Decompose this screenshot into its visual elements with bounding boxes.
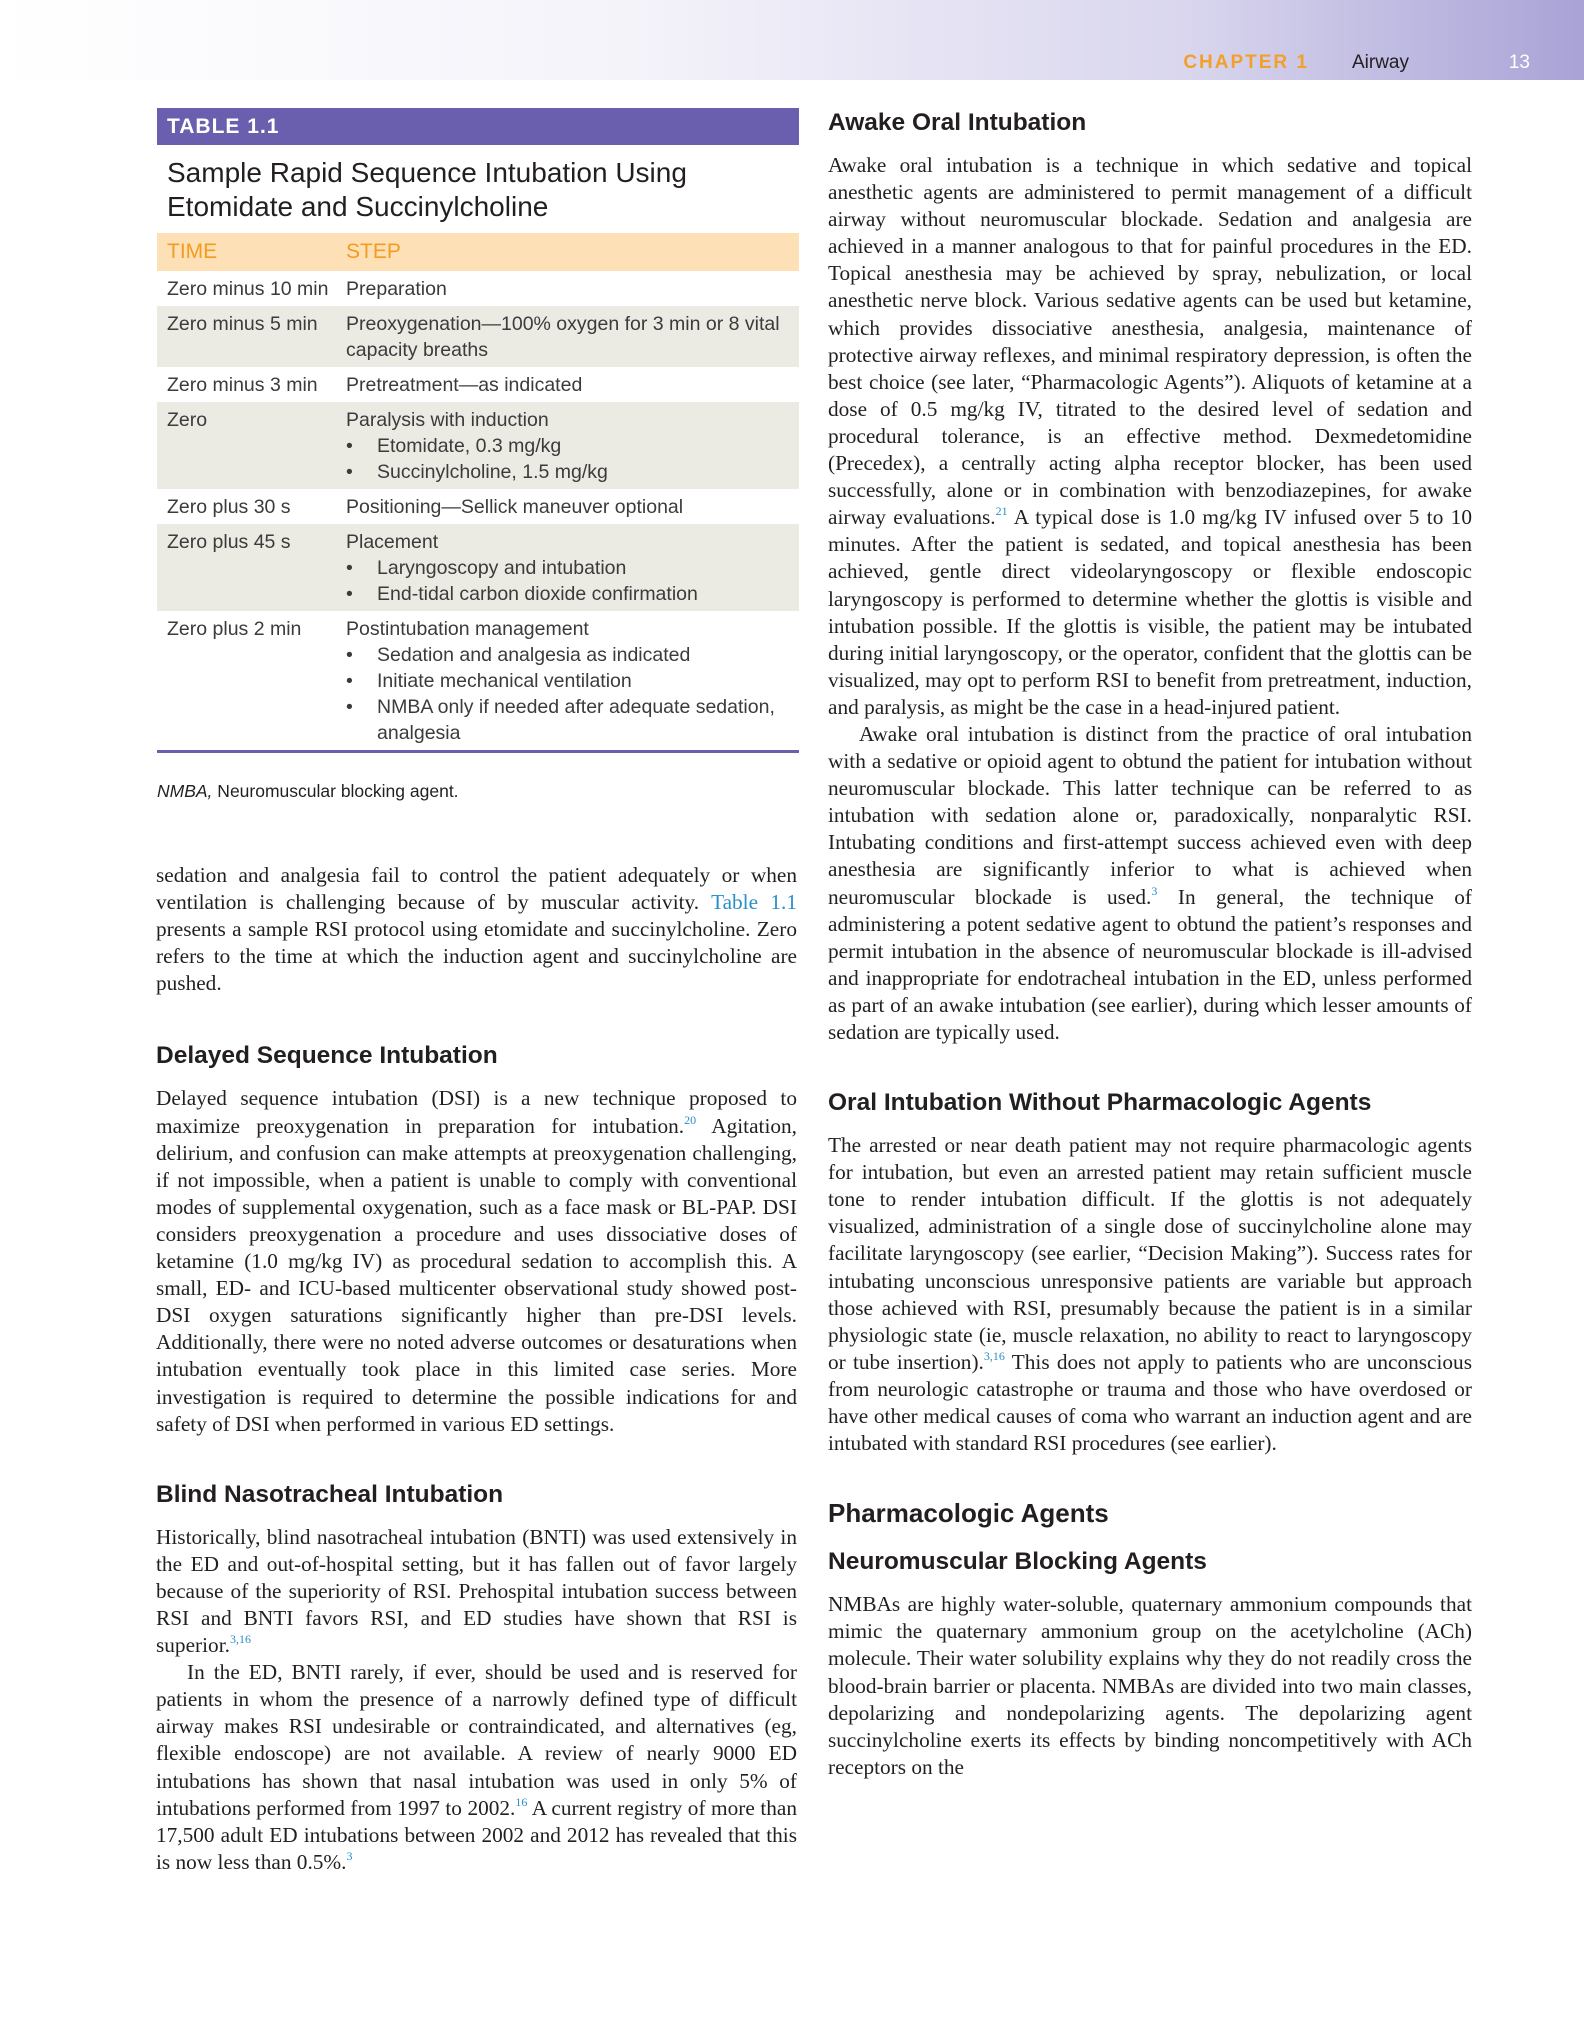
table-row <box>157 271 799 306</box>
step-bullet: • End-tidal carbon dioxide confirmation <box>346 581 799 607</box>
table-title: Sample Rapid Sequence Intubation Using Etomidate and Succinylcholine <box>167 157 687 222</box>
intro-text: sedation and analgesia fail to control the patient adequately or when ventilation is challenging because of by muscular activity. <box>156 863 797 915</box>
table-row <box>157 489 799 524</box>
paragraph-text: In general, the technique of administering a potent sedative agent to obtund the patient’s responses and permit intubation in the absence of neuromuscular blockade is ill-advised and inappropriate for endotracheal intubation in the ED, unless performed as part of an awake intubation (see earlier), during which lesser amounts of sedation are typically used. <box>828 884 1472 1044</box>
citation-ref[interactable]: 16 <box>515 1794 528 1809</box>
running-header <box>884 52 1584 78</box>
section-heading-awake: Awake Oral Intubation <box>828 109 1087 136</box>
section-heading-dsi: Delayed Sequence Intubation <box>156 1042 498 1070</box>
table-header-row <box>157 233 799 271</box>
step-bullet: • Initiate mechanical ventilation <box>346 668 799 694</box>
row-step: Placement <box>346 531 439 553</box>
subsection-heading-nmba: Neuromuscular Blocking Agents <box>828 1548 1207 1576</box>
step-bullet-list <box>346 433 799 485</box>
step-bullet: • Sedation and analgesia as indicated <box>346 642 799 668</box>
paragraph-text: Agitation, delirium, and confusion can make attempts at preoxygenation challenging, if not impossible, when a patient is unable to comply with conventional modes of supplemental oxygenation, such as a face mask or BL-PAP. DSI considers preoxygenation a procedure and uses dissociative doses of ketamine (1.0 mg/kg IV) as procedural sedation to accomplish this. A small, ED- and ICU-based multicenter observational study showed post-DSI oxygen saturations significantly higher than pre-DSI levels. Additionally, there were no noted adverse outcomes or desaturations when intubation eventually took place in this limited case series. More investigation is required to determine the possible indications for and safety of DSI when performed in various ED settings. <box>156 1113 798 1436</box>
citation-ref[interactable]: 20 <box>684 1112 697 1127</box>
footnote-abbreviation: NMBA, <box>157 781 213 801</box>
page-number: 13 <box>1508 52 1530 73</box>
step-bullet-list <box>346 555 799 607</box>
step-bullet: • Laryngoscopy and intubation <box>346 555 799 581</box>
section-heading-pharmacologic: Pharmacologic Agents <box>828 1498 1109 1529</box>
table-label: TABLE 1.1 <box>157 108 799 145</box>
citation-ref[interactable]: 21 <box>995 504 1008 519</box>
paragraph-text: Awake oral intubation is distinct from the practice of oral intubation with a sedative or opioid agent to obtund the patient for intubation without neuromuscular blockade. This latter technique can be referred to as intubation with sedation alone or, paradoxically, nonparalytic RSI. Intubating conditions and first-attempt success achieved even with deep anesthesia are significantly inferior to what is achieved when neuromuscular blockade is used. <box>828 721 1472 909</box>
row-step: Pretreatment—as indicated <box>346 374 583 396</box>
row-time: Zero <box>167 409 208 431</box>
table-cross-reference[interactable]: Table 1.1 <box>711 890 797 915</box>
column-header-step: STEP <box>346 240 401 263</box>
row-time: Zero minus 5 min <box>167 313 318 335</box>
row-time: Zero plus 45 s <box>167 531 291 553</box>
paragraph-text: The arrested or near death patient may not require pharmacologic agents for intubation, but even an arrested patient may retain sufficient muscle tone to render intubation difficult. If the glottis is not adequately visualized, administration of a single dose of succinylcholine alone may facilitate laryngoscopy (see earlier, “Decision Making”). Success rates for intubating unconscious unresponsive patients are variable but approach those achieved with RSI, presumably because the patient is in a similar physiologic state (ie, muscle relaxation, no ability to react to laryngoscopy or tube insertion). <box>828 1133 1472 1374</box>
bnti-paragraph-2 <box>156 1659 797 1876</box>
row-step: Positioning—Sellick maneuver optional <box>346 496 684 518</box>
footnote-text: Neuromuscular blocking agent. <box>212 781 459 801</box>
row-time: Zero plus 2 min <box>167 618 302 640</box>
table-row <box>157 524 799 611</box>
chapter-title: Airway <box>1351 52 1409 73</box>
step-bullet: • Succinylcholine, 1.5 mg/kg <box>346 459 799 485</box>
paragraph-text: This does not apply to patients who are unconscious from neurologic catastrophe or trauma and those who have overdosed or have other medical causes of coma who warrant an induction agent and are intubated with standard RSI procedures (see earlier). <box>828 1349 1472 1456</box>
step-bullet: • NMBA only if needed after adequate sedation, analgesia <box>346 694 799 746</box>
nmba-paragraph: NMBAs are highly water-soluble, quaternary ammonium compounds that mimic the quaternary ammonium group on the acetylcholine (ACh) molecule. Their water solubility explains why they do not readily cross the blood-brain barrier or placenta. NMBAs are divided into two main classes, depolarizing and nondepolarizing agents. The depolarizing agent succinylcholine exerts its effects by binding noncompetitively with ACh receptors on the <box>828 1592 1472 1779</box>
oral-paragraph <box>828 1132 1472 1457</box>
citation-ref[interactable]: 3,16 <box>229 1632 251 1647</box>
awake-paragraph-2 <box>828 721 1472 1046</box>
column-header-time: TIME <box>167 240 218 263</box>
step-bullet: • Etomidate, 0.3 mg/kg <box>346 433 799 459</box>
row-time: Zero minus 10 min <box>167 278 329 300</box>
right-column <box>828 108 1472 1781</box>
bnti-paragraph-1 <box>156 1524 797 1659</box>
row-time: Zero plus 30 s <box>167 496 291 518</box>
citation-ref[interactable]: 3 <box>1151 883 1158 898</box>
section-heading-bnti: Blind Nasotracheal Intubation <box>156 1480 504 1508</box>
chapter-label: CHAPTER 1 <box>1183 52 1309 73</box>
paragraph-text: A current registry of more than 17,500 adult ED intubations between 2002 and 2012 has revealed that this is now less than 0.5%. <box>156 1795 797 1874</box>
row-step: Paralysis with induction <box>346 409 549 431</box>
paragraph-text: Delayed sequence intubation (DSI) is a new technique proposed to maximize preoxygenation in preparation for intubation. <box>156 1086 797 1138</box>
paragraph-text: Historically, blind nasotracheal intubation (BNTI) was used extensively in the ED and out-of-hospital setting, but it has fallen out of favor largely because of the superiority of RSI. Prehospital intubation success between RSI and BNTI favors RSI, and ED studies have shown that RSI is superior. <box>156 1524 797 1658</box>
awake-paragraph-1 <box>828 152 1472 721</box>
rsi-table <box>157 233 799 753</box>
citation-ref[interactable]: 3,16 <box>983 1348 1005 1363</box>
intro-paragraph <box>156 862 797 997</box>
table-row <box>157 611 799 750</box>
paragraph-text: A typical dose is 1.0 mg/kg IV infused over 5 to 10 minutes. After the patient is sedated, and topical anesthesia has been achieved, gentle direct videolaryngoscopy or flexible endoscopic laryngoscopy is performed to determine whether the glottis is visible and intubation possible. If the glottis is visible, the patient may be intubated during initial laryngoscopy, or the operator, confident that the glottis can be visualized, may opt to perform RSI to benefit from pretreatment, induction, and paralysis, as might be the case in a head-injured patient. <box>828 505 1472 719</box>
table-footnote <box>157 781 459 802</box>
step-bullet-list <box>346 642 799 746</box>
table-row <box>157 402 799 489</box>
section-heading-oral: Oral Intubation Without Pharmacologic Agents <box>828 1089 1372 1117</box>
table-row <box>157 367 799 402</box>
row-step: Preoxygenation—100% oxygen for 3 min or 8 vital capacity breaths <box>346 313 780 361</box>
citation-ref[interactable]: 3 <box>346 1848 353 1863</box>
table-row <box>157 306 799 367</box>
row-step: Postintubation management <box>346 618 589 640</box>
row-step: Preparation <box>346 278 447 300</box>
intro-text: presents a sample RSI protocol using etomidate and succinylcholine. Zero refers to the time at which the induction agent and succinylcholine are pushed. <box>156 917 797 996</box>
table-bottom-rule <box>157 750 799 753</box>
paragraph-text: Awake oral intubation is a technique in which sedative and topical anesthetic agents are administered to permit management of a difficult airway without neuromuscular blockade. Sedation and analgesia are achieved in a manner analogous to that for painful procedures in the ED. Topical anesthesia may be achieved by spray, nebulization, or local anesthetic nerve block. Various sedative agents can be used but ketamine, which provides dissociative anesthesia, analgesia, maintenance of protective airway reflexes, and minimal respiratory depression, is often the best choice (see later, “Pharmacologic Agents”). Aliquots of ketamine at a dose of 0.5 mg/kg IV, titrated to the desired level of sedation and procedural tolerance, is an effective method. Dexmedetomidine (Precedex), a centrally acting alpha receptor blocker, has been used successfully, alone or in combination with benzodiazepines, for awake airway evaluations. <box>828 153 1472 530</box>
dsi-paragraph <box>156 1085 797 1437</box>
row-time: Zero minus 3 min <box>167 374 318 396</box>
paragraph-text: In the ED, BNTI rarely, if ever, should be used and is reserved for patients in whom the presence of a narrowly defined type of difficult airway makes RSI undesirable or contraindicated, and alternatives (eg, flexible endoscope) are not available. A review of nearly 9000 ED intubations has shown that nasal intubation was used in only 5% of intubations performed from 1997 to 2002. <box>156 1660 797 1820</box>
left-column <box>156 862 797 1876</box>
